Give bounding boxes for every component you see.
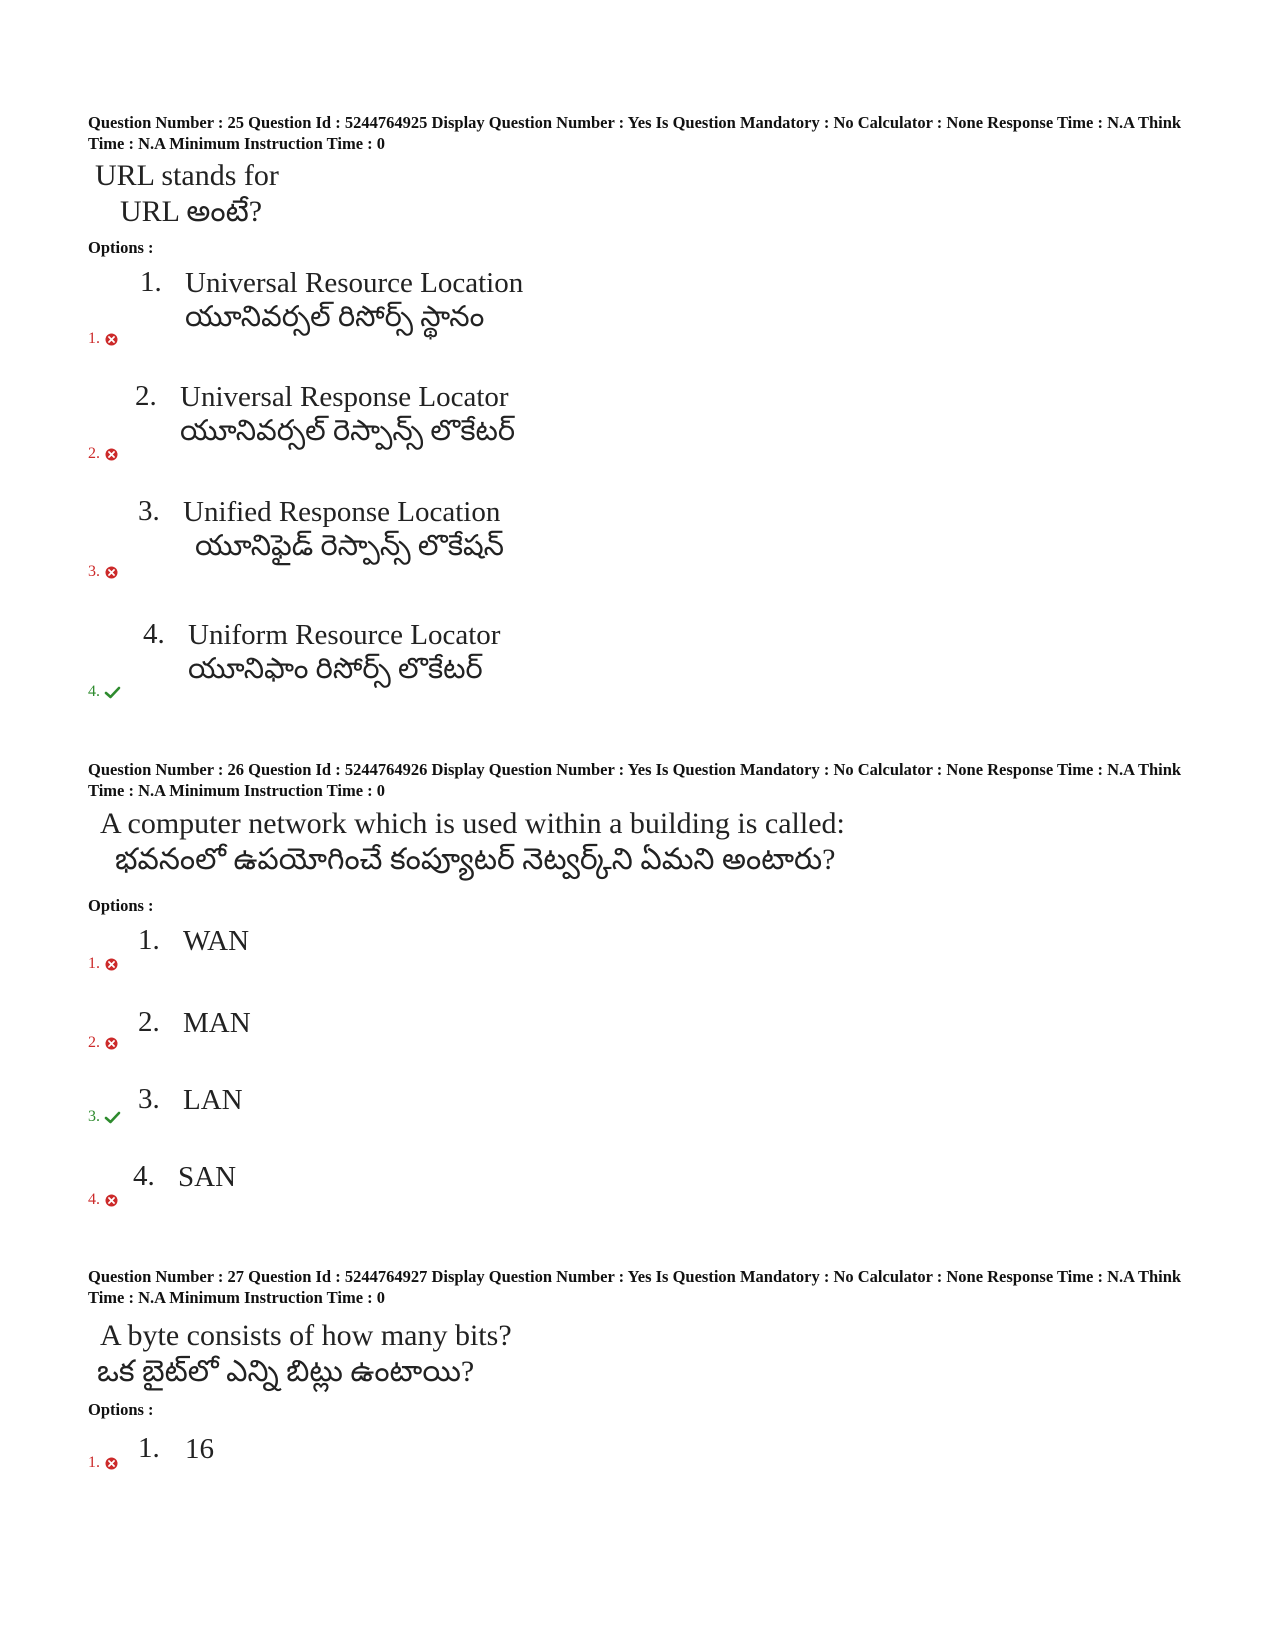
- option-marker-number: 1.: [88, 1454, 100, 1471]
- question-text-telugu: భవనంలో ఉపయోగించే కంప్యూటర్ నెట్వర్క్‌ని ఏమని అంటారు?: [115, 843, 836, 876]
- option-marker: [88, 1108, 119, 1126]
- option-marker: [88, 563, 119, 581]
- option-marker: [88, 1454, 119, 1472]
- cross-icon: [104, 1456, 119, 1471]
- option-marker-number: 3.: [88, 563, 100, 580]
- option-marker-number: 2.: [88, 1034, 100, 1051]
- option-text-english: Universal Resource Location: [185, 267, 524, 299]
- option-text-english: LAN: [183, 1084, 243, 1116]
- option-text-english: SAN: [178, 1161, 237, 1193]
- cross-icon: [104, 332, 119, 347]
- option-text-english: 16: [185, 1433, 214, 1465]
- option-text-telugu: యూనిఫాం రిసోర్స్ లొకేటర్: [188, 653, 483, 685]
- option-text-english: Universal Response Locator: [180, 381, 509, 413]
- option-number: 1.: [138, 1432, 160, 1464]
- option-number: 2.: [135, 380, 157, 412]
- options-label: Options :: [88, 238, 154, 257]
- question-meta: Question Number : 25 Question Id : 5244764925 Display Question Number : Yes Is Question Mandatory : No Calculator : None Response Time : N.A Think Time : N.A Minimum Instruction Time : 0: [88, 113, 1182, 153]
- options-label: Options :: [88, 1400, 154, 1419]
- question-text-telugu: URL అంటే?: [120, 195, 263, 228]
- option-text-english: MAN: [183, 1007, 251, 1039]
- cross-icon: [104, 1036, 119, 1051]
- option-marker-number: 2.: [88, 445, 100, 462]
- question-meta: Question Number : 26 Question Id : 5244764926 Display Question Number : Yes Is Question Mandatory : No Calculator : None Response Time : N.A Think Time : N.A Minimum Instruction Time : 0: [88, 760, 1182, 800]
- option-number: 4.: [143, 618, 165, 650]
- question-text-english: URL stands for: [95, 159, 279, 192]
- option-number: 4.: [133, 1160, 155, 1192]
- option-text-telugu: యూనిఫైడ్ రెస్పాన్స్ లొకేషన్: [195, 530, 505, 562]
- option-marker-number: 3.: [88, 1108, 100, 1125]
- checkmark-icon: [104, 1110, 119, 1125]
- cross-icon: [104, 565, 119, 580]
- cross-icon: [104, 1193, 119, 1208]
- option-number: 3.: [138, 1083, 160, 1115]
- option-marker-number: 1.: [88, 955, 100, 972]
- option-number: 1.: [138, 924, 160, 956]
- option-text-telugu: యూనివర్సల్ రిసోర్స్ స్థానం: [185, 301, 485, 333]
- question-text-english: A byte consists of how many bits?: [100, 1319, 512, 1352]
- option-marker-number: 1.: [88, 330, 100, 347]
- option-number: 2.: [138, 1006, 160, 1038]
- question-text-english: A computer network which is used within a building is called:: [100, 807, 845, 840]
- option-marker: [88, 1034, 119, 1052]
- option-marker: [88, 955, 119, 973]
- option-text-telugu: యూనివర్సల్ రెస్పాన్స్ లొకేటర్: [180, 415, 516, 447]
- options-label: Options :: [88, 896, 154, 915]
- checkmark-icon: [104, 685, 119, 700]
- option-text-english: WAN: [183, 925, 250, 957]
- option-number: 1.: [140, 266, 162, 298]
- option-marker-number: 4.: [88, 1191, 100, 1208]
- question-text-telugu: ఒక బైట్‌లో ఎన్ని బిట్లు ఉంటాయి?: [97, 1355, 475, 1388]
- option-text-english: Unified Response Location: [183, 496, 501, 528]
- option-marker: [88, 1191, 119, 1209]
- option-marker: [88, 683, 119, 701]
- option-marker-number: 4.: [88, 683, 100, 700]
- option-number: 3.: [138, 495, 160, 527]
- cross-icon: [104, 957, 119, 972]
- question-meta: Question Number : 27 Question Id : 5244764927 Display Question Number : Yes Is Question Mandatory : No Calculator : None Response Time : N.A Think Time : N.A Minimum Instruction Time : 0: [88, 1267, 1182, 1307]
- option-text-english: Uniform Resource Locator: [188, 619, 501, 651]
- option-marker: [88, 330, 119, 348]
- option-marker: [88, 445, 119, 463]
- cross-icon: [104, 447, 119, 462]
